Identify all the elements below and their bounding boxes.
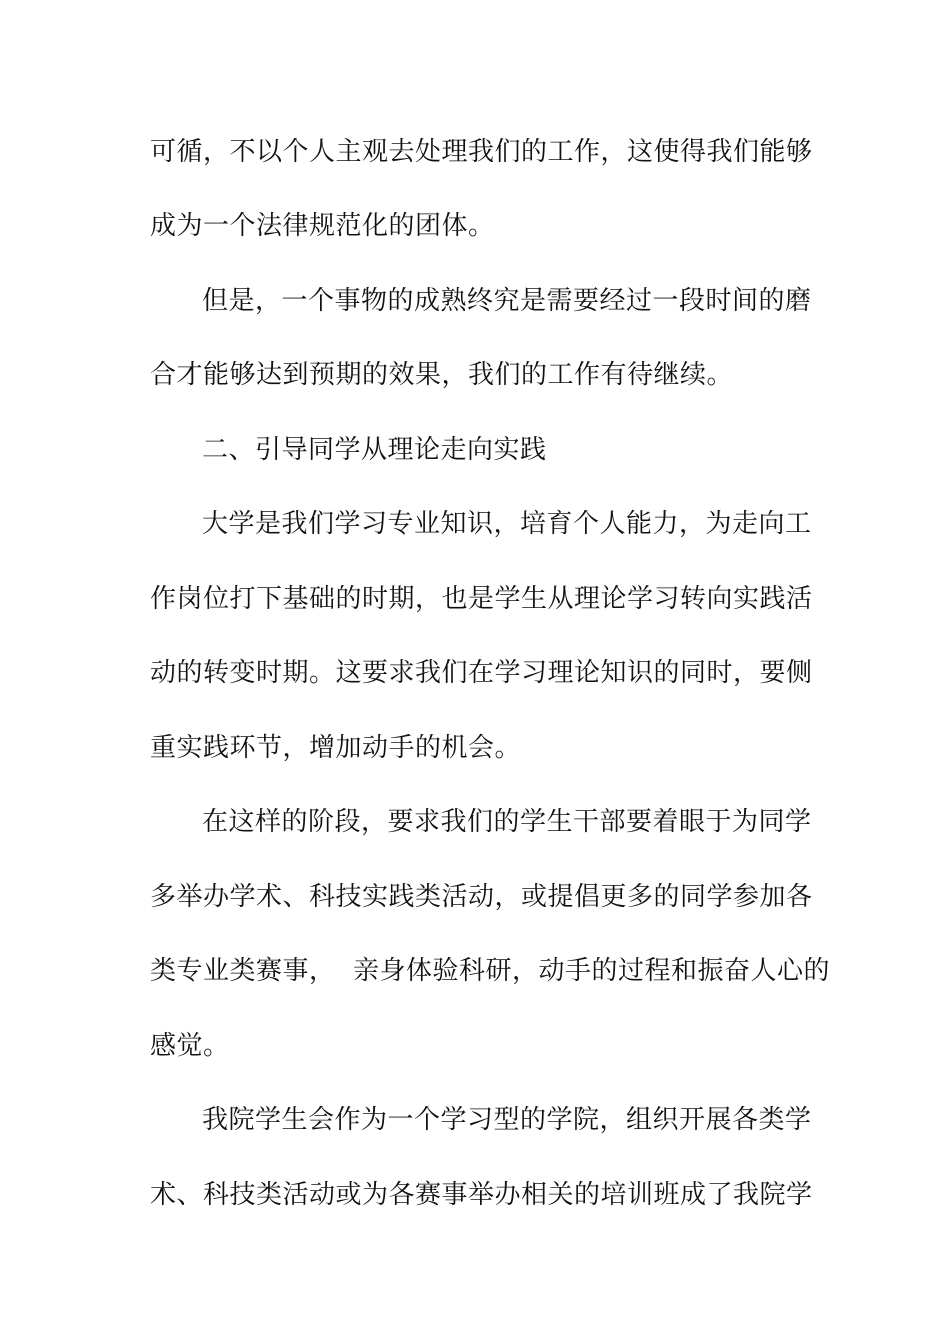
- text-line: 动的转变时期。这要求我们在学习理论知识的同时，要侧: [150, 658, 813, 688]
- text-line: 多举办学术、科技实践类活动，或提倡更多的同学参加各: [150, 882, 813, 912]
- paragraph-start-line: 大学是我们学习专业知识，培育个人能力，为走向工: [202, 509, 812, 539]
- text-line: 可循，不以个人主观去处理我们的工作，这使得我们能够: [150, 137, 813, 167]
- text-line: 作岗位打下基础的时期，也是学生从理论学习转向实践活: [150, 584, 813, 614]
- text-line: 成为一个法律规范化的团体。: [150, 211, 495, 241]
- text-line: 重实践环节，增加动手的机会。: [150, 733, 522, 763]
- text-line: 类专业类赛事， 亲身体验科研，动手的过程和振奋人心的: [150, 956, 831, 986]
- paragraph-start-line: 但是，一个事物的成熟终究是需要经过一段时间的磨: [202, 286, 812, 316]
- text-line: 合才能够达到预期的效果，我们的工作有待继续。: [150, 360, 734, 390]
- text-line: 感觉。: [150, 1031, 230, 1061]
- paragraph-start-line: 我院学生会作为一个学习型的学院，组织开展各类学: [202, 1105, 812, 1135]
- text-line: 术、科技类活动或为各赛事举办相关的培训班成了我院学: [150, 1180, 813, 1210]
- section-heading: 二、引导同学从理论走向实践: [202, 435, 547, 465]
- paragraph-start-line: 在这样的阶段，要求我们的学生干部要着眼于为同学: [202, 807, 812, 837]
